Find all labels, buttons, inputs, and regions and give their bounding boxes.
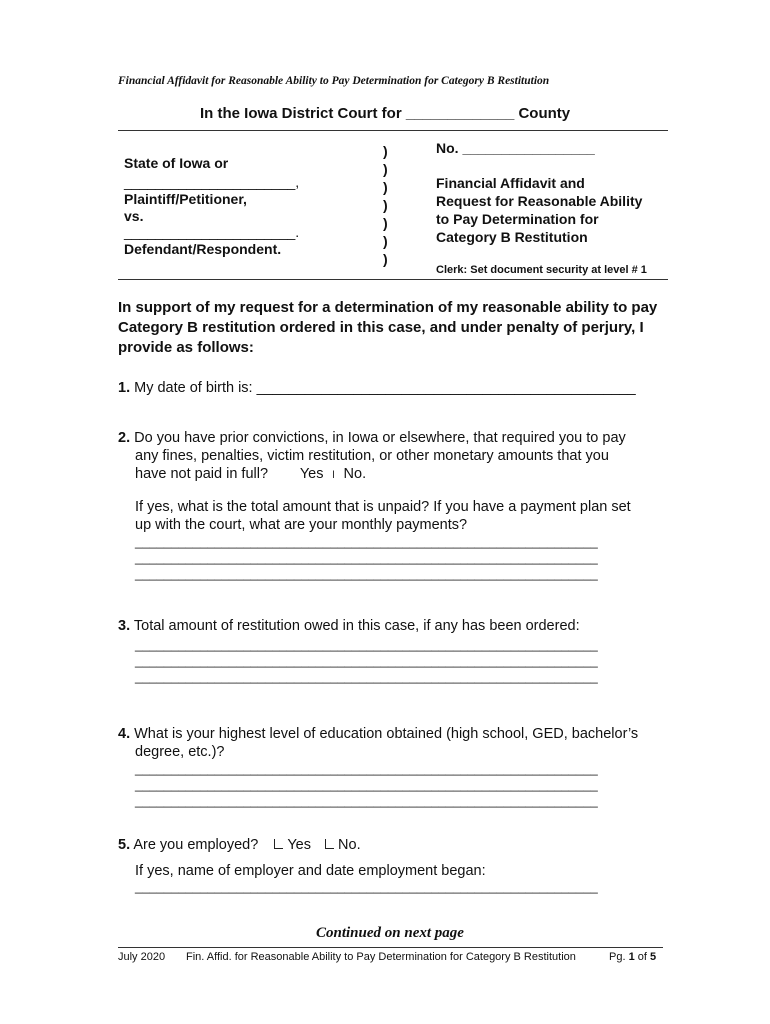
answer-line[interactable]: ________________________________________________________________: [135, 777, 598, 792]
answer-line[interactable]: ________________________________________________________________: [135, 566, 598, 581]
divider-caption: [118, 279, 668, 280]
doc-title-line: Financial Affidavit and: [436, 175, 585, 191]
no-option[interactable]: No.: [343, 466, 367, 482]
caption-paren: ): [383, 161, 388, 177]
no-option[interactable]: No.: [338, 837, 361, 853]
page-total: 5: [650, 951, 657, 963]
question-number: 1.: [118, 380, 131, 396]
clerk-note: Clerk: Set document security at level # 1: [436, 264, 647, 276]
followup-text: If yes, name of employer and date employment began:: [135, 863, 486, 879]
answer-line[interactable]: ________________________________________________________________: [135, 550, 598, 565]
form-title: Financial Affidavit for Reasonable Ability to Pay Determination for Category B Restitution: [118, 75, 550, 87]
defendant-label: Defendant/Respondent.: [124, 241, 282, 257]
checkbox-icon[interactable]: [325, 839, 334, 849]
page-indicator: [609, 951, 656, 963]
question-text: degree, etc.)?: [135, 744, 225, 760]
case-number-field[interactable]: No. _________________: [436, 140, 595, 156]
question-number: 2.: [118, 430, 131, 446]
page-of: of: [637, 951, 647, 963]
question-4: [118, 725, 638, 743]
page-prefix: Pg.: [609, 951, 626, 963]
dob-field[interactable]: _______________________________________________: [256, 380, 636, 396]
question-number: 3.: [118, 618, 131, 634]
question-number: 4.: [118, 726, 131, 742]
defendant-name-field[interactable]: ______________________.: [124, 224, 300, 240]
answer-line[interactable]: ________________________________________________________________: [135, 653, 598, 668]
question-text: any fines, penalties, victim restitution, or other monetary amounts that you: [135, 448, 609, 464]
plaintiff-label: Plaintiff/Petitioner,: [124, 191, 247, 207]
yes-option[interactable]: Yes: [287, 837, 311, 853]
caption-paren: ): [383, 179, 388, 195]
question-text: have not paid in full?: [135, 466, 269, 482]
question-1: [118, 379, 636, 397]
checkbox-icon[interactable]: [274, 839, 283, 849]
footer-date: July 2020: [118, 951, 166, 963]
continued-note: Continued on next page: [316, 925, 464, 941]
question-text: Are you employed?: [133, 837, 259, 853]
question-text: My date of birth is:: [134, 380, 253, 396]
option-checkbox[interactable]: l: [332, 470, 335, 481]
doc-title-line: Category B Restitution: [436, 229, 588, 245]
answer-line[interactable]: ________________________________________________________________: [135, 669, 598, 684]
answer-line[interactable]: ________________________________________________________________: [135, 879, 598, 894]
question-2-options: [135, 465, 366, 485]
plaintiff-name-field[interactable]: ______________________,: [124, 174, 300, 190]
vs-label: vs.: [124, 208, 144, 224]
caption-paren: ): [383, 197, 388, 213]
followup-text: up with the court, what are your monthly payments?: [135, 517, 468, 533]
question-5: [118, 836, 361, 854]
yes-option[interactable]: Yes: [299, 466, 324, 482]
answer-line[interactable]: ________________________________________________________________: [135, 761, 598, 776]
page-number: 1: [628, 951, 635, 963]
answer-line[interactable]: ________________________________________________________________: [135, 793, 598, 808]
caption-paren: ): [383, 215, 388, 231]
doc-title-line: Request for Reasonable Ability: [436, 193, 643, 209]
question-text: Do you have prior convictions, in Iowa or elsewhere, that required you to pay: [134, 430, 626, 446]
caption-paren: ): [383, 233, 388, 249]
state-line: State of Iowa or: [124, 155, 229, 171]
question-2: [118, 429, 626, 447]
court-line: In the Iowa District Court for _____________ County: [200, 105, 571, 122]
question-text: Total amount of restitution owed in this case, if any has been ordered:: [133, 618, 580, 634]
doc-title-line: to Pay Determination for: [436, 211, 599, 227]
caption-paren: ): [383, 251, 388, 267]
footer-title: Fin. Affid. for Reasonable Ability to Pay Determination for Category B Restitution: [186, 951, 576, 963]
intro-statement: In support of my request for a determination of my reasonable ability to pay Category B restitution ordered in this case, and under penalty of perjury, I provide as follows:: [118, 299, 658, 356]
caption-paren: ): [383, 143, 388, 159]
question-number: 5.: [118, 837, 131, 853]
question-3: [118, 617, 580, 635]
question-text: What is your highest level of education obtained (high school, GED, bachelor’s: [134, 726, 639, 742]
answer-line[interactable]: ________________________________________________________________: [135, 637, 598, 652]
followup-text: If yes, what is the total amount that is unpaid? If you have a payment plan set: [135, 499, 631, 515]
divider-footer: [118, 947, 663, 948]
divider-top: [118, 130, 668, 131]
answer-line[interactable]: ________________________________________________________________: [135, 534, 598, 549]
